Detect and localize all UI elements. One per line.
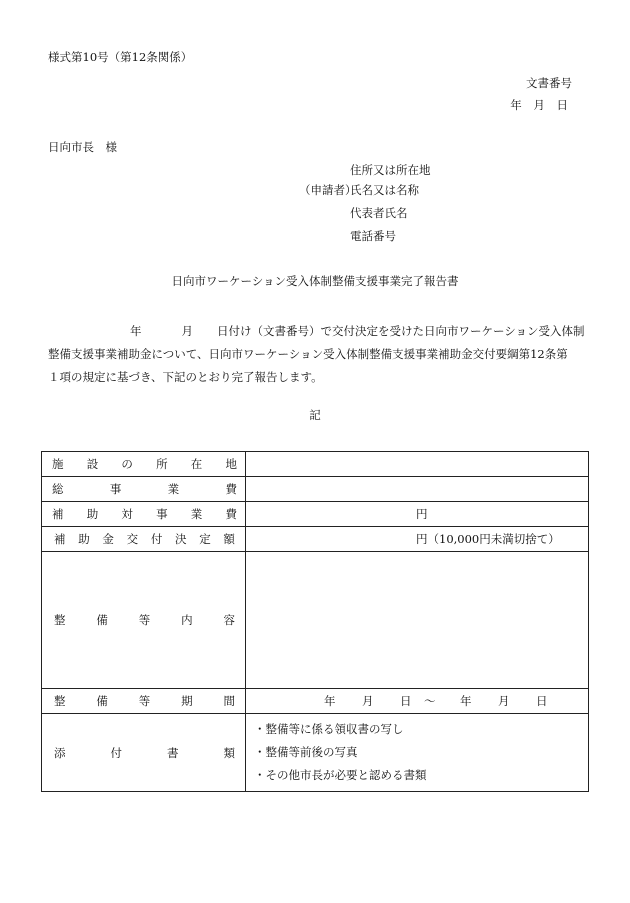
document-title: 日向市ワーケーション受入体制整備支援事業完了報告書 — [171, 274, 459, 288]
improvement-content-label: 整 備 等 内 容 — [42, 552, 246, 689]
applicant-name-label: 氏名又は名称 — [350, 183, 419, 197]
body-month: 月 — [181, 324, 193, 338]
list-item: ・その他市長が必要と認める書類 — [254, 768, 427, 782]
table-row — [42, 502, 589, 527]
applicant-label: （申請者） — [299, 183, 357, 197]
body-paragraph — [48, 320, 585, 389]
table-row — [42, 689, 589, 714]
attachments-list — [246, 718, 588, 787]
applicant-address-label: 住所又は所在地 — [350, 163, 431, 177]
total-project-cost-value[interactable] — [246, 477, 589, 502]
facility-location-value[interactable] — [246, 452, 589, 477]
applicant-phone-label: 電話番号 — [350, 229, 396, 243]
yen-unit: 円 — [416, 507, 428, 521]
list-item: ・整備等に係る領収書の写し — [254, 722, 404, 736]
improvement-period-label: 整 備 等 期 間 — [42, 689, 246, 714]
report-table — [41, 451, 589, 792]
subsidy-eligible-cost-label: 補 助 対 事 業 費 — [42, 502, 246, 527]
improvement-period-value[interactable]: 年 月 日 ～ 年 月 日 — [246, 689, 589, 714]
applicant-representative-label: 代表者氏名 — [350, 206, 408, 220]
body-line-1-text: 日付け（文書番号）で交付決定を受けた日向市ワーケーション受入体制 — [217, 324, 585, 338]
subsidy-decision-amount-value[interactable] — [246, 527, 589, 552]
body-line-2: 整備支援事業補助金について、日向市ワーケーション受入体制整備支援事業補助金交付要綱第12条第 — [48, 347, 568, 361]
date-label: 年 月 日 — [510, 98, 572, 112]
table-row — [42, 714, 589, 792]
form-number: 様式第10号（第12条関係） — [48, 50, 193, 64]
body-year: 年 — [130, 324, 142, 338]
table-row — [42, 477, 589, 502]
improvement-content-value[interactable] — [246, 552, 589, 689]
subsidy-eligible-cost-value[interactable] — [246, 502, 589, 527]
table-row — [42, 552, 589, 689]
list-item: ・整備等前後の写真 — [254, 745, 358, 759]
yen-unit-note: 円（10,000円未満切捨て） — [416, 532, 560, 546]
addressee: 日向市長 様 — [48, 140, 117, 154]
total-project-cost-label: 総 事 業 費 — [42, 477, 246, 502]
attachments-label: 添 付 書 類 — [42, 714, 246, 792]
document-number-label: 文書番号 — [526, 76, 572, 90]
attachments-value — [246, 714, 589, 792]
facility-location-label: 施 設 の 所 在 地 — [42, 452, 246, 477]
table-row — [42, 527, 589, 552]
body-line-1 — [48, 320, 585, 343]
body-line-3: １項の規定に基づき、下記のとおり完了報告します。 — [48, 370, 323, 384]
table-row — [42, 452, 589, 477]
ki-heading: 記 — [309, 408, 321, 422]
subsidy-decision-amount-label: 補 助 金 交 付 決 定 額 — [42, 527, 246, 552]
